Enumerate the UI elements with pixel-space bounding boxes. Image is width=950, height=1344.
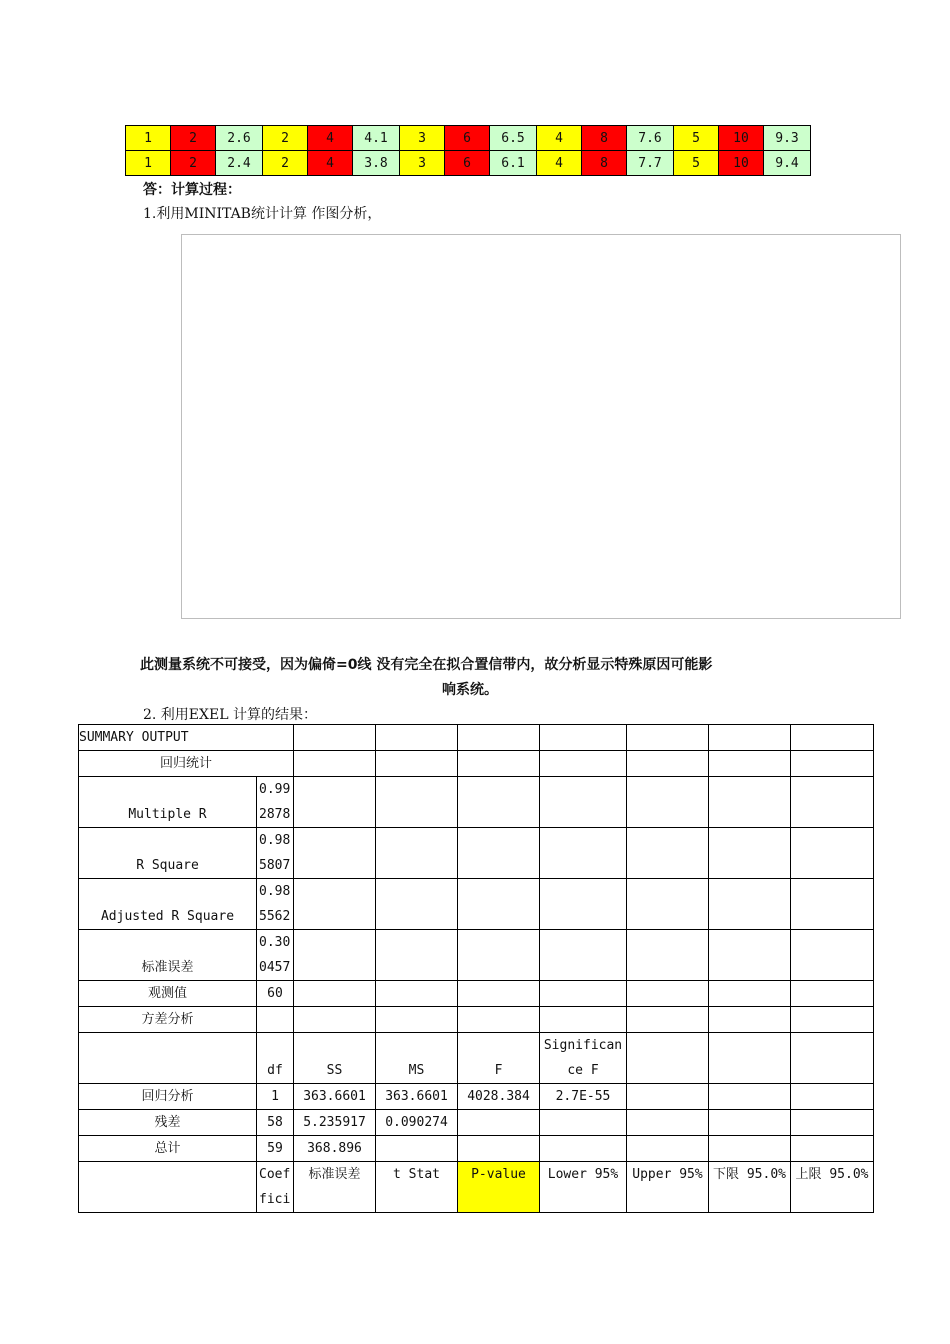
residual-ms: 0.090274 (376, 1110, 458, 1136)
data-cell: 2 (263, 126, 308, 151)
col-f: F (458, 1033, 540, 1084)
total-ss: 368.896 (294, 1136, 376, 1162)
residual-ss: 5.235917 (294, 1110, 376, 1136)
adj-r-square-label: Adjusted R Square (79, 879, 257, 930)
data-cell: 6.1 (490, 151, 537, 176)
data-cell: 6 (445, 126, 490, 151)
data-cell: 3.8 (353, 151, 400, 176)
table-row (79, 1136, 874, 1162)
col-coefficients: Coef fici (257, 1162, 294, 1213)
data-cell: 4 (537, 151, 582, 176)
data-cell: 9.4 (764, 151, 811, 176)
data-cell: 8 (582, 126, 627, 151)
residual-df: 58 (257, 1110, 294, 1136)
measurement-data-table (125, 125, 811, 176)
answer-heading: 答：计算过程： (143, 182, 241, 198)
col-ss: SS (294, 1033, 376, 1084)
data-cell: 2.4 (216, 151, 263, 176)
col-p-value: P-value (458, 1162, 540, 1213)
observations-value: 60 (257, 981, 294, 1007)
multiple-r-value: 0.99 2878 (257, 777, 294, 828)
conclusion-line-1: 此测量系统不可接受，因为偏倚=0线 没有完全在拟合置信带内，故分析显示特殊原因可能影 (140, 657, 713, 673)
std-error-value: 0.30 0457 (257, 930, 294, 981)
table-row (79, 751, 874, 777)
chart-placeholder-frame (181, 234, 901, 619)
data-cell: 8 (582, 151, 627, 176)
table-row (79, 930, 874, 981)
table-row (79, 828, 874, 879)
col-lower-95: Lower 95% (540, 1162, 627, 1213)
r-square-value: 0.98 5807 (257, 828, 294, 879)
table-row (79, 725, 874, 751)
data-cell: 10 (719, 126, 764, 151)
data-cell: 9.3 (764, 126, 811, 151)
conclusion-text (140, 653, 800, 703)
total-df: 59 (257, 1136, 294, 1162)
regression-stats-header: 回归统计 (79, 751, 294, 777)
col-t-stat: t Stat (376, 1162, 458, 1213)
data-cell: 2 (263, 151, 308, 176)
regression-sig: 2.7E-55 (540, 1084, 627, 1110)
total-label: 总计 (79, 1136, 257, 1162)
data-cell: 3 (400, 151, 445, 176)
regression-ms: 363.6601 (376, 1084, 458, 1110)
step1-text: 1.利用MINITAB统计计算 作图分析， (143, 206, 382, 222)
regression-ss: 363.6601 (294, 1084, 376, 1110)
data-row-2 (126, 151, 811, 176)
regression-df: 1 (257, 1084, 294, 1110)
regression-f: 4028.384 (458, 1084, 540, 1110)
data-cell: 4 (308, 126, 353, 151)
data-cell: 6.5 (490, 126, 537, 151)
multiple-r-label: Multiple R (79, 777, 257, 828)
data-cell: 2 (171, 151, 216, 176)
regression-label: 回归分析 (79, 1084, 257, 1110)
col-upper-95-0: 上限 95.0% (791, 1162, 874, 1213)
data-cell: 4 (308, 151, 353, 176)
anova-header: 方差分析 (79, 1007, 257, 1033)
col-df: df (257, 1033, 294, 1084)
adj-r-square-value: 0.98 5562 (257, 879, 294, 930)
summary-output-table (78, 724, 874, 1213)
table-row (79, 1162, 874, 1213)
table-row (79, 777, 874, 828)
col-std-error: 标准误差 (294, 1162, 376, 1213)
residual-label: 残差 (79, 1110, 257, 1136)
col-ms: MS (376, 1033, 458, 1084)
data-cell: 3 (400, 126, 445, 151)
data-cell: 10 (719, 151, 764, 176)
std-error-label: 标准误差 (79, 930, 257, 981)
table-row (79, 1033, 874, 1084)
data-cell: 7.7 (627, 151, 674, 176)
data-cell: 1 (126, 151, 171, 176)
table-row (79, 879, 874, 930)
table-row (79, 981, 874, 1007)
conclusion-line-2: 响系统。 (442, 682, 498, 698)
data-cell: 5 (674, 151, 719, 176)
step2-text: 2. 利用EXEL 计算的结果： (143, 707, 317, 723)
data-cell: 7.6 (627, 126, 674, 151)
table-row (79, 1007, 874, 1033)
table-row (79, 1110, 874, 1136)
data-cell: 6 (445, 151, 490, 176)
data-cell: 4 (537, 126, 582, 151)
col-significance-f: Significan ce F (540, 1033, 627, 1084)
col-upper-95: Upper 95% (627, 1162, 709, 1213)
data-cell: 1 (126, 126, 171, 151)
data-cell: 5 (674, 126, 719, 151)
table-row (79, 1084, 874, 1110)
observations-label: 观测值 (79, 981, 257, 1007)
data-row-1 (126, 126, 811, 151)
r-square-label: R Square (79, 828, 257, 879)
col-lower-95-0: 下限 95.0% (709, 1162, 791, 1213)
data-cell: 2.6 (216, 126, 263, 151)
summary-title: SUMMARY OUTPUT (79, 725, 294, 751)
data-cell: 2 (171, 126, 216, 151)
data-cell: 4.1 (353, 126, 400, 151)
